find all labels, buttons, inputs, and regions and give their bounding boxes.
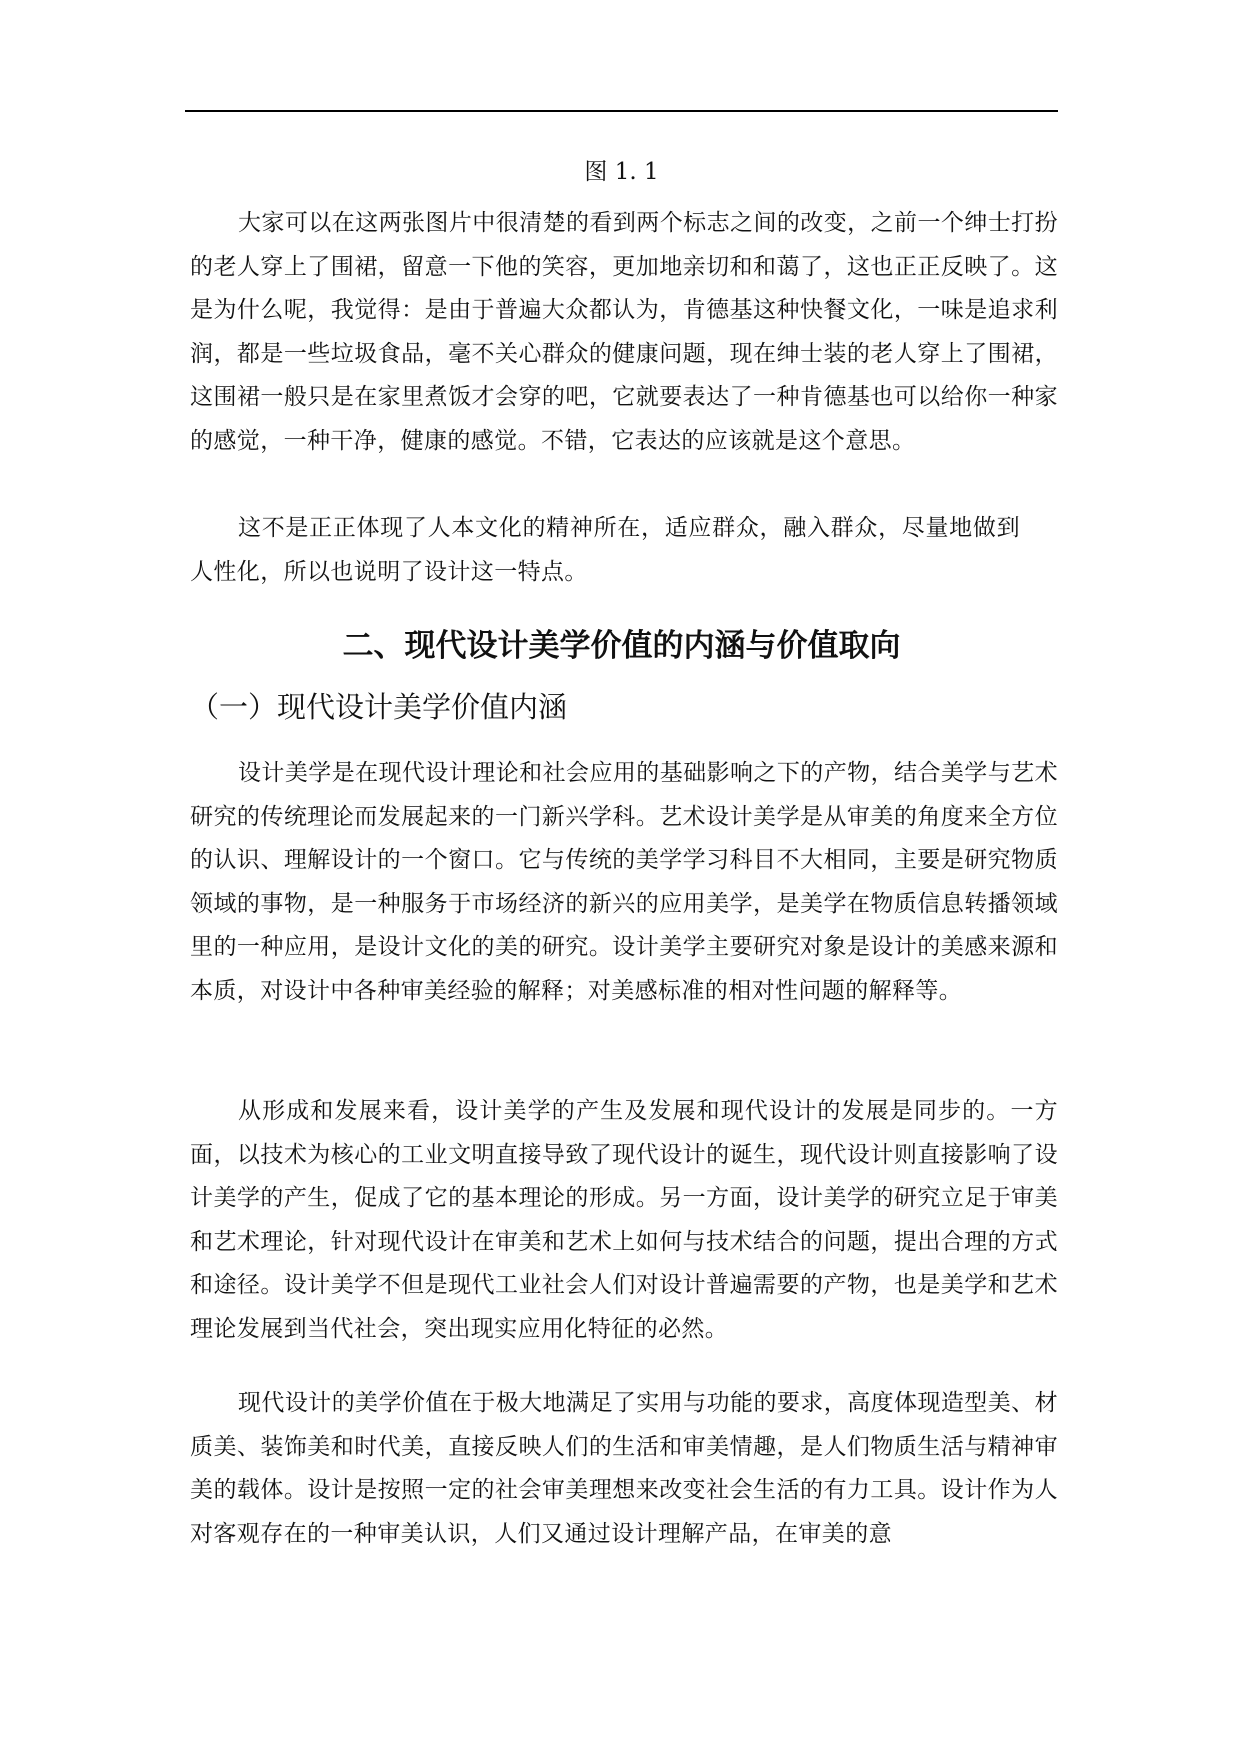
paragraph-logo-change: 大家可以在这两张图片中很清楚的看到两个标志之间的改变，之前一个绅士打扮的老人穿上了围裙，留意一下他的笑容，更加地亲切和和蔼了，这也正正反映了。这是为什么呢，我觉得：是由于普遍大众都认为，肯德基这种快餐文化，一味是追求利润，都是一些垃圾食品，毫不关心群众的健康问题，现在绅士装的老人穿上了围裙，这围裙一般只是在家里煮饭才会穿的吧，它就要表达了一种肯德基也可以给你一种家的感觉，一种干净，健康的感觉。不错，它表达的应该就是这个意思。 — [190, 210, 1058, 454]
figure-caption: 图 1. 1 — [584, 159, 659, 185]
subsection-heading: （一）现代设计美学价值内涵 — [190, 690, 568, 724]
paragraph-design-aesthetics-definition: 设计美学是在现代设计理论和社会应用的基础影响之下的产物，结合美学与艺术研究的传统理论而发展起来的一门新兴学科。艺术设计美学是从审美的角度来全方位的认识、理解设计的一个窗口。它与传统的美学学习科目不大相同，主要是研究物质领域的事物，是一种服务于市场经济的新兴的应用美学，是美学在物质信息转播领域里的一种应用，是设计文化的美的研究。设计美学主要研究对象是设计的美感来源和本质，对设计中各种审美经验的解释；对美感标准的相对性问题的解释等。 — [190, 760, 1058, 1004]
section-heading: 二、现代设计美学价值的内涵与价值取向 — [342, 628, 901, 664]
paragraph-aesthetic-value: 现代设计的美学价值在于极大地满足了实用与功能的要求，高度体现造型美、材质美、装饰美和时代美，直接反映人们的生活和审美情趣，是人们物质生活与精神审美的载体。设计是按照一定的社会审美理想来改变社会生活的有力工具。设计作为人对客观存在的一种审美认识，人们又通过设计理解产品，在审美的意 — [190, 1390, 1058, 1547]
header-rule — [185, 110, 1058, 112]
paragraph-humanistic-culture: 这不是正正体现了人本文化的精神所在，适应群众，融入群众，尽量地做到人性化，所以也说明了设计这一特点。 — [190, 515, 1020, 585]
paragraph-formation-development: 从形成和发展来看，设计美学的产生及发展和现代设计的发展是同步的。一方面，以技术为核心的工业文明直接导致了现代设计的诞生，现代设计则直接影响了设计美学的产生，促成了它的基本理论的形成。另一方面，设计美学的研究立足于审美和艺术理论，针对现代设计在审美和艺术上如何与技术结合的问题，提出合理的方式和途径。设计美学不但是现代工业社会人们对设计普遍需要的产物，也是美学和艺术理论发展到当代社会，突出现实应用化特征的必然。 — [190, 1098, 1058, 1342]
